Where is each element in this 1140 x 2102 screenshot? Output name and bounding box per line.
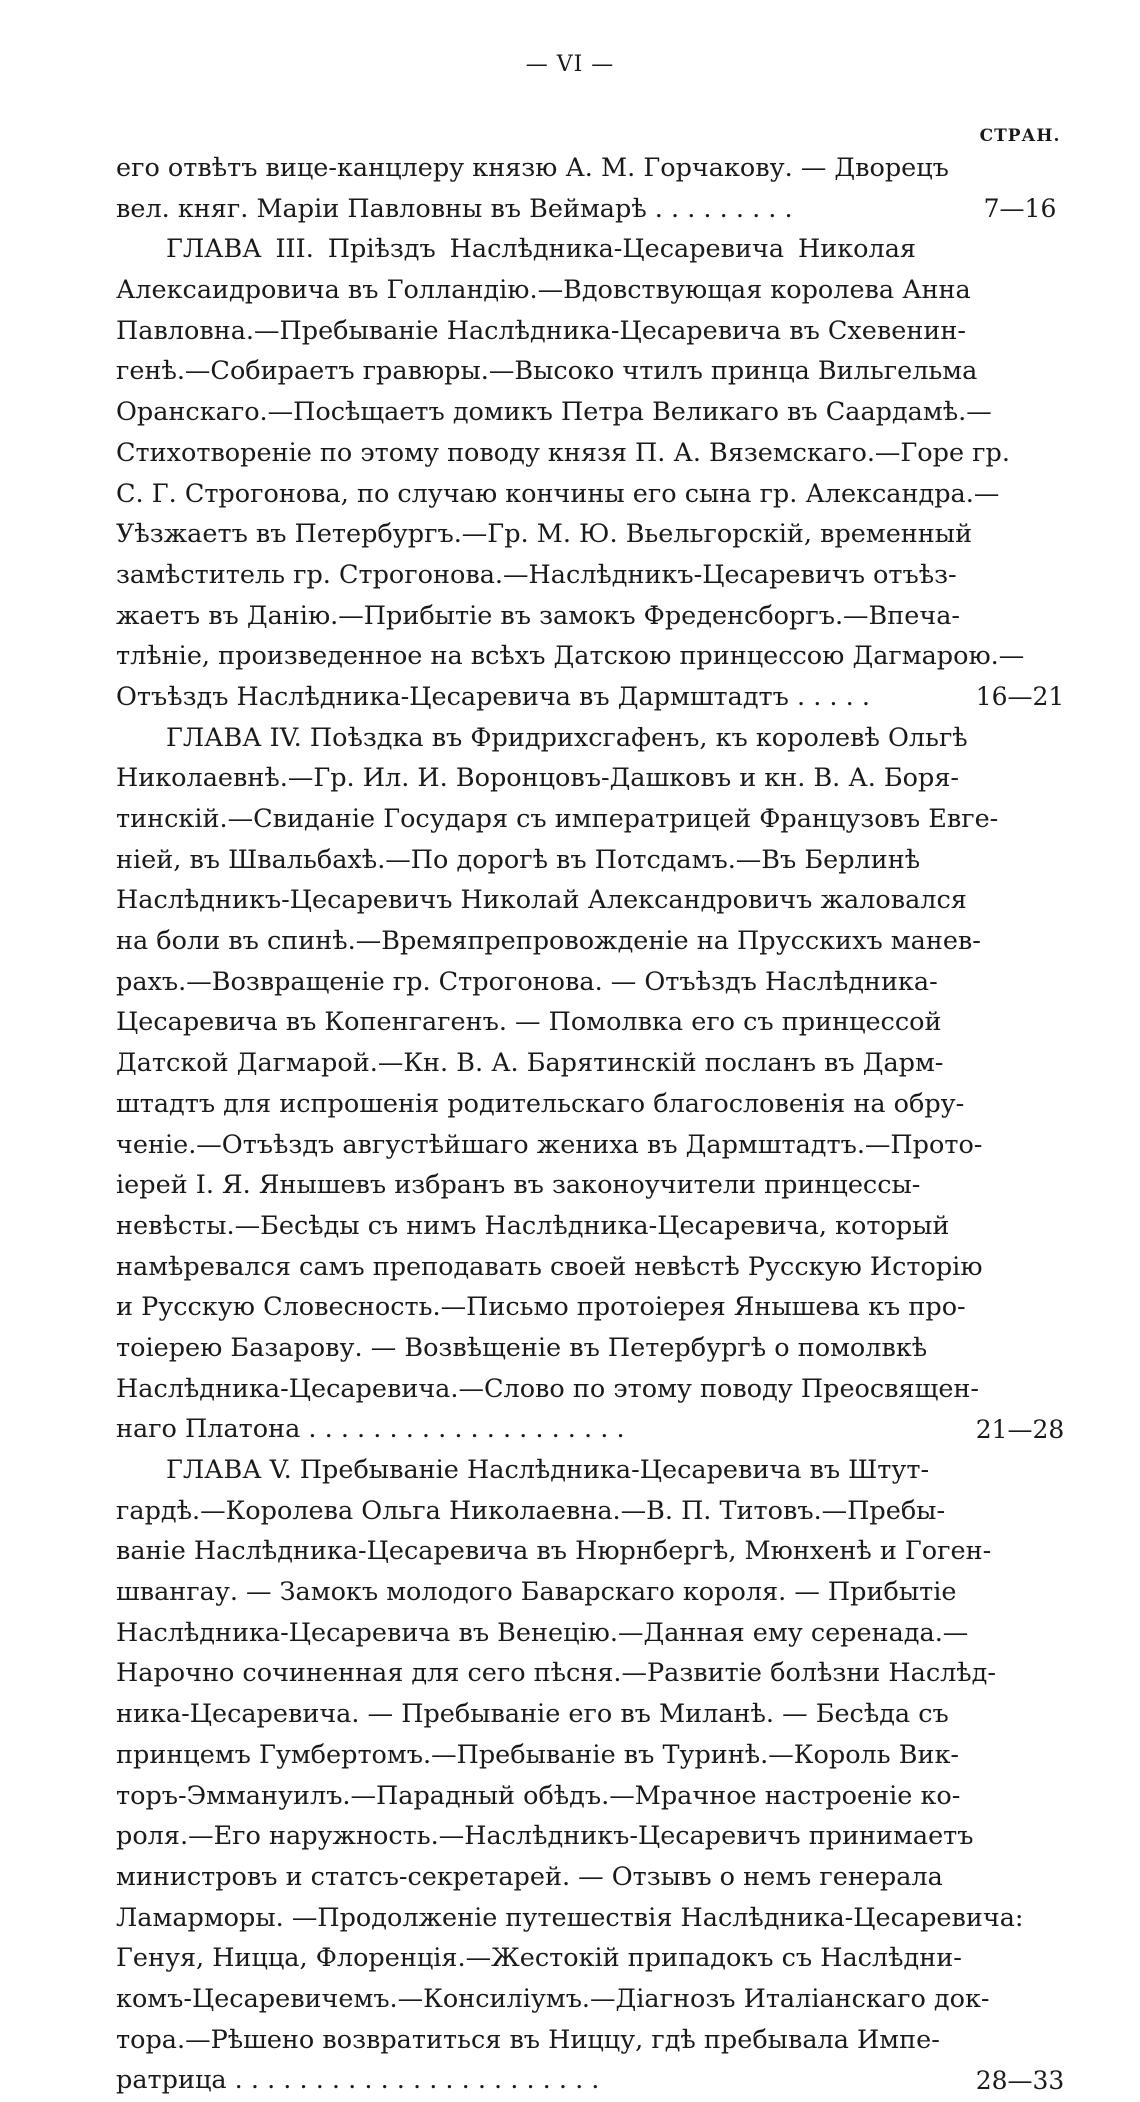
- text-line: рахъ.—Возвращеніе гр. Строгонова. — Отъѣздъ Наслѣдника-: [116, 966, 938, 997]
- text-line: принцемъ Гумбертомъ.—Пребываніе въ Туринѣ.—Король Вик-: [116, 1739, 960, 1770]
- text-line: С. Г. Строгонова, по случаю кончины его сына гр. Александра.—: [116, 478, 1000, 509]
- page-range: 21—28: [975, 1414, 1065, 1444]
- text-line: замѣститель гр. Строгонова.—Наслѣдникъ-Цесаревичъ отъѣз-: [116, 559, 957, 590]
- text-line: Алексаидровича въ Голландію.—Вдовствующая королева Анна: [116, 275, 971, 306]
- text-line: Николаевнѣ.—Гр. Ил. И. Воронцовъ-Дашковъ и кн. В. А. Боря-: [116, 763, 960, 794]
- text-line: наго Платона . . . . . . . . . . . . . . . . . . . .: [116, 1414, 625, 1445]
- text-line: Наслѣдника-Цесаревича.—Слово по этому поводу Преосвящен-: [116, 1373, 980, 1404]
- text-line: Наслѣдника-Цесаревича въ Венецію.—Данная ему серенада.—: [116, 1617, 969, 1648]
- page-range: 16—21: [975, 682, 1065, 712]
- text-line: іерей І. Я. Янышевъ избранъ въ законоучители принцессы-: [116, 1170, 921, 1201]
- text-line: тоіерею Базарову. — Возвѣщеніе въ Петербургѣ о помолвкѣ: [116, 1332, 928, 1363]
- text-line: Ламарморы. —Продолженіе путешествія Наслѣдника-Цесаревича:: [116, 1902, 1024, 1933]
- page-range: 7—16: [983, 193, 1057, 223]
- text-line: министровъ и статсъ-секретарей. — Отзывъ о немъ генерала: [116, 1861, 943, 1892]
- page-number: — VI —: [525, 52, 615, 77]
- text-line: ГЛАВА III. Пріѣздъ Наслѣдника-Цесаревича Николая: [166, 234, 916, 265]
- text-line: Уѣзжаетъ въ Петербургъ.—Гр. М. Ю. Вьельгорскій, временный: [116, 519, 973, 550]
- text-line: комъ-Цесаревичемъ.—Консиліумъ.—Діагнозъ Италіанскаго док-: [116, 1983, 990, 2014]
- text-line: ГЛАВА V. Пребываніе Наслѣдника-Цесаревича въ Штут-: [166, 1455, 930, 1485]
- text-line: штадтъ для испрошенія родительскаго благословенія на обру-: [116, 1088, 965, 1119]
- text-line: Датской Дагмарой.—Кн. В. А. Барятинскій посланъ въ Дарм-: [116, 1048, 944, 1079]
- text-line: ваніе Наслѣдника-Цесаревича въ Нюрнбергѣ, Мюнхенѣ и Гоген-: [116, 1536, 992, 1567]
- text-line: Генуя, Ницца, Флоренція.—Жестокій припадокъ съ Наслѣдни-: [116, 1943, 962, 1974]
- text-line: жаетъ въ Данію.—Прибытіе въ замокъ Фреденсборгъ.—Впеча-: [116, 600, 961, 631]
- text-line: Нарочно сочиненная для сего пѣсня.—Развитіе болѣзни Наслѣд-: [116, 1658, 996, 1689]
- text-line: Цесаревича въ Копенгагенъ. — Помолвка его съ принцессой: [116, 1007, 942, 1038]
- page-range: 28—33: [975, 2065, 1065, 2095]
- text-line: ГЛАВА IV. Поѣздка въ Фридрихсгафенъ, къ королевѣ Ольгѣ: [166, 722, 968, 753]
- text-line: ника-Цесаревича. — Пребываніе его въ Миланѣ. — Бесѣда съ: [116, 1699, 949, 1730]
- text-line: гардѣ.—Королева Ольга Николаевна.—В. П. Титовъ.—Пребы-: [116, 1495, 946, 1526]
- text-line: ніей, въ Швальбахѣ.—По дорогѣ въ Потсдамъ.—Въ Берлинѣ: [116, 844, 921, 875]
- text-line: тора.—Рѣшено возвратиться въ Ниццу, гдѣ пребывала Импе-: [116, 2024, 940, 2055]
- text-line: Оранскаго.—Посѣщаетъ домикъ Петра Великаго въ Саардамѣ.—: [116, 397, 992, 428]
- text-line: Павловна.—Пребываніе Наслѣдника-Цесаревича въ Схевенин-: [116, 315, 966, 346]
- text-line: Стихотвореніе по этому поводу князя П. А. Вяземскаго.—Горе гр.: [116, 437, 1010, 468]
- text-line: тлѣніе, произведенное на всѣхъ Датскою принцессою Дагмарою.—: [116, 641, 1025, 672]
- text-line: торъ-Эммануилъ.—Парадный обѣдъ.—Мрачное настроеніе ко-: [116, 1780, 961, 1811]
- text-line: ченіе.—Отъѣздъ августѣйшаго жениха въ Дармштадтъ.—Прото-: [116, 1129, 983, 1160]
- text-line: намѣревался самъ преподавать своей невѣстѣ Русскую Исторію: [116, 1251, 983, 1282]
- text-line: Отъѣздъ Наслѣдника-Цесаревича въ Дармштадтъ . . . . .: [116, 681, 870, 712]
- text-line: и Русскую Словесность.—Письмо протоіерея Янышева къ про-: [116, 1292, 966, 1323]
- text-line: вел. княг. Маріи Павловны въ Веймарѣ . . . . . . . . .: [116, 193, 793, 224]
- text-line: Наслѣдникъ-Цесаревичъ Николай Александровичъ жаловался: [116, 885, 967, 916]
- text-line: тинскій.—Свиданіе Государя съ императрицей Французовъ Евге-: [116, 804, 999, 834]
- text-line: невѣсты.—Бесѣды съ нимъ Наслѣдника-Цесаревича, который: [116, 1210, 950, 1241]
- text-line: на боли въ спинѣ.—Времяпрепровожденіе на Прусскихъ манев-: [116, 926, 981, 957]
- text-line: ратрица . . . . . . . . . . . . . . . . . . . . . . .: [116, 2065, 600, 2096]
- pages-column-header: СТРАН.: [979, 126, 1061, 146]
- text-line: швангау. — Замокъ молодого Баварскаго короля. — Прибытіе: [116, 1577, 957, 1608]
- text-line: его отвѣтъ вице-канцлеру князю А. М. Горчакову. — Дворецъ: [116, 153, 949, 183]
- text-line: генѣ.—Собираетъ гравюры.—Высоко чтилъ принца Вильгельма: [116, 356, 978, 387]
- text-line: роля.—Его наружность.—Наслѣдникъ-Цесаревичъ принимаетъ: [116, 1821, 974, 1852]
